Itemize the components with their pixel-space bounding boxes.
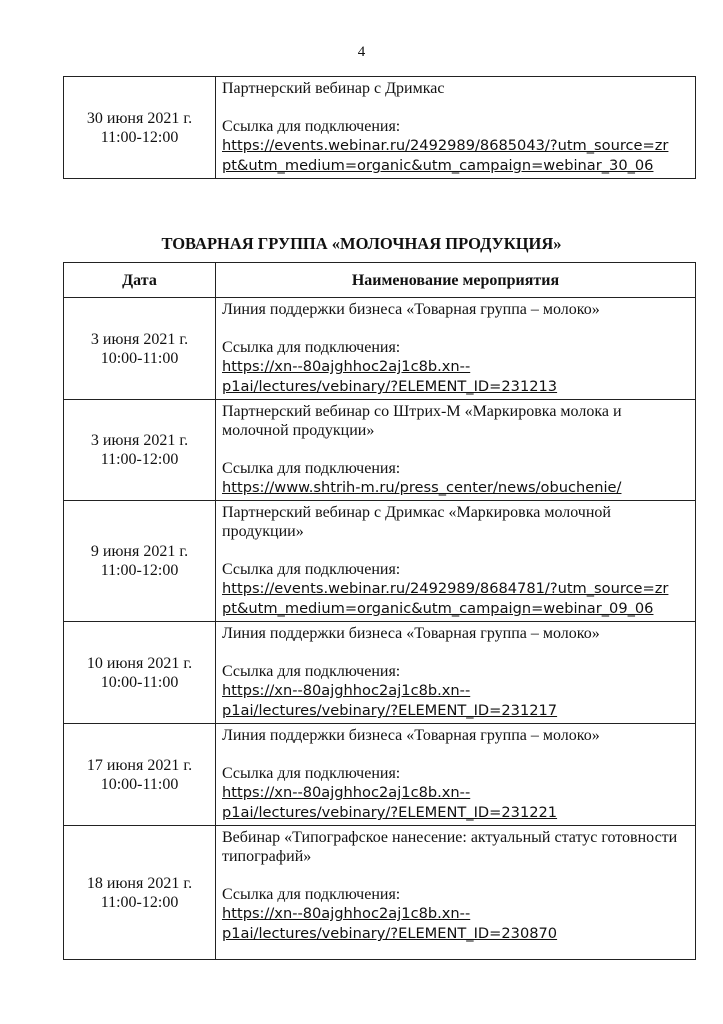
page-number: 4 <box>357 44 366 60</box>
event-time: 11:00-12:00 <box>100 451 179 468</box>
link-label: Ссылка для подключения: <box>222 886 401 903</box>
event-date: 30 июня 2021 г. <box>86 109 193 127</box>
description-cell <box>216 400 696 501</box>
event-link-line[interactable]: p1ai/lectures/vebinary/?ELEMENT_ID=230870 <box>222 925 558 942</box>
event-link[interactable] <box>222 478 689 498</box>
table-row <box>64 622 696 724</box>
event-date: 9 июня 2021 г. <box>90 543 189 560</box>
date-cell <box>64 298 216 400</box>
event-link[interactable] <box>222 579 689 619</box>
event-time: 10:00-11:00 <box>100 349 179 367</box>
column-header-event: Наименование мероприятия <box>216 263 696 298</box>
event-title: Линия поддержки бизнеса «Товарная группа – молоко» <box>222 301 600 318</box>
date-cell <box>64 622 216 724</box>
link-label: Ссылка для подключения: <box>222 765 401 782</box>
date-cell <box>64 826 216 960</box>
link-label: Ссылка для подключения: <box>222 460 401 477</box>
event-time: 11:00-12:00 <box>100 128 179 146</box>
event-link-line[interactable]: p1ai/lectures/vebinary/?ELEMENT_ID=231217 <box>222 702 558 719</box>
link-label: Ссылка для подключения: <box>222 339 401 356</box>
link-label: Ссылка для подключения: <box>222 561 401 578</box>
event-link-line[interactable]: https://events.webinar.ru/2492989/8685043/?utm_source=zr <box>222 137 669 154</box>
events-table-previous <box>63 76 696 179</box>
event-title: Вебинар «Типографское нанесение: актуальный статус готовности типографий» <box>222 829 678 865</box>
table-row <box>64 724 696 826</box>
events-table-dairy <box>63 262 696 960</box>
date-cell <box>64 77 216 179</box>
description-cell <box>216 724 696 826</box>
event-link-line[interactable]: https://xn--80ajghhoc2aj1c8b.xn-- <box>222 358 471 375</box>
event-link[interactable] <box>222 357 689 397</box>
event-time: 11:00-12:00 <box>100 562 179 579</box>
date-cell <box>64 400 216 501</box>
event-time: 10:00-11:00 <box>100 673 179 691</box>
event-link[interactable] <box>222 904 689 944</box>
event-date: 3 июня 2021 г. <box>90 330 189 348</box>
section-heading: ТОВАРНАЯ ГРУППА «МОЛОЧНАЯ ПРОДУКЦИЯ» <box>161 234 562 253</box>
table-header-row <box>64 263 696 298</box>
event-link-line[interactable]: https://www.shtrih-m.ru/press_center/news/obuchenie/ <box>222 479 622 496</box>
event-link[interactable] <box>222 136 689 176</box>
event-link-line[interactable]: https://events.webinar.ru/2492989/8684781/?utm_source=zr <box>222 580 669 597</box>
description-cell <box>216 622 696 724</box>
description-cell <box>216 826 696 960</box>
event-title: Линия поддержки бизнеса «Товарная группа – молоко» <box>222 625 600 642</box>
date-cell <box>64 724 216 826</box>
event-title: Партнерский вебинар с Дримкас «Маркировка молочной продукции» <box>222 504 611 540</box>
event-title: Партнерский вебинар с Дримкас <box>222 80 445 97</box>
column-header-date: Дата <box>64 263 216 298</box>
event-link-line[interactable]: pt&utm_medium=organic&utm_campaign=webinar_30_06 <box>222 157 654 174</box>
event-title: Линия поддержки бизнеса «Товарная группа – молоко» <box>222 727 600 744</box>
table-row <box>64 298 696 400</box>
description-cell <box>216 501 696 622</box>
link-label: Ссылка для подключения: <box>222 118 401 135</box>
event-date: 18 июня 2021 г. <box>86 874 193 892</box>
event-date: 10 июня 2021 г. <box>86 654 193 672</box>
description-cell <box>216 298 696 400</box>
event-link-line[interactable]: https://xn--80ajghhoc2aj1c8b.xn-- <box>222 682 471 699</box>
table-row <box>64 826 696 960</box>
table-row <box>64 77 696 179</box>
description-cell <box>216 77 696 179</box>
link-label: Ссылка для подключения: <box>222 663 401 680</box>
event-link-line[interactable]: p1ai/lectures/vebinary/?ELEMENT_ID=231213 <box>222 378 558 395</box>
event-link-line[interactable]: https://xn--80ajghhoc2aj1c8b.xn-- <box>222 905 471 922</box>
event-link-line[interactable]: p1ai/lectures/vebinary/?ELEMENT_ID=231221 <box>222 804 558 821</box>
table-row <box>64 501 696 622</box>
event-link-line[interactable]: https://xn--80ajghhoc2aj1c8b.xn-- <box>222 784 471 801</box>
event-date: 3 июня 2021 г. <box>90 432 189 449</box>
table-row <box>64 400 696 501</box>
event-time: 10:00-11:00 <box>100 775 179 793</box>
event-title: Партнерский вебинар со Штрих-М «Маркировка молока и молочной продукции» <box>222 403 622 439</box>
event-time: 11:00-12:00 <box>100 893 179 911</box>
event-link-line[interactable]: pt&utm_medium=organic&utm_campaign=webinar_09_06 <box>222 600 654 617</box>
date-cell <box>64 501 216 622</box>
event-link[interactable] <box>222 681 689 721</box>
event-link[interactable] <box>222 783 689 823</box>
event-date: 17 июня 2021 г. <box>86 756 193 774</box>
